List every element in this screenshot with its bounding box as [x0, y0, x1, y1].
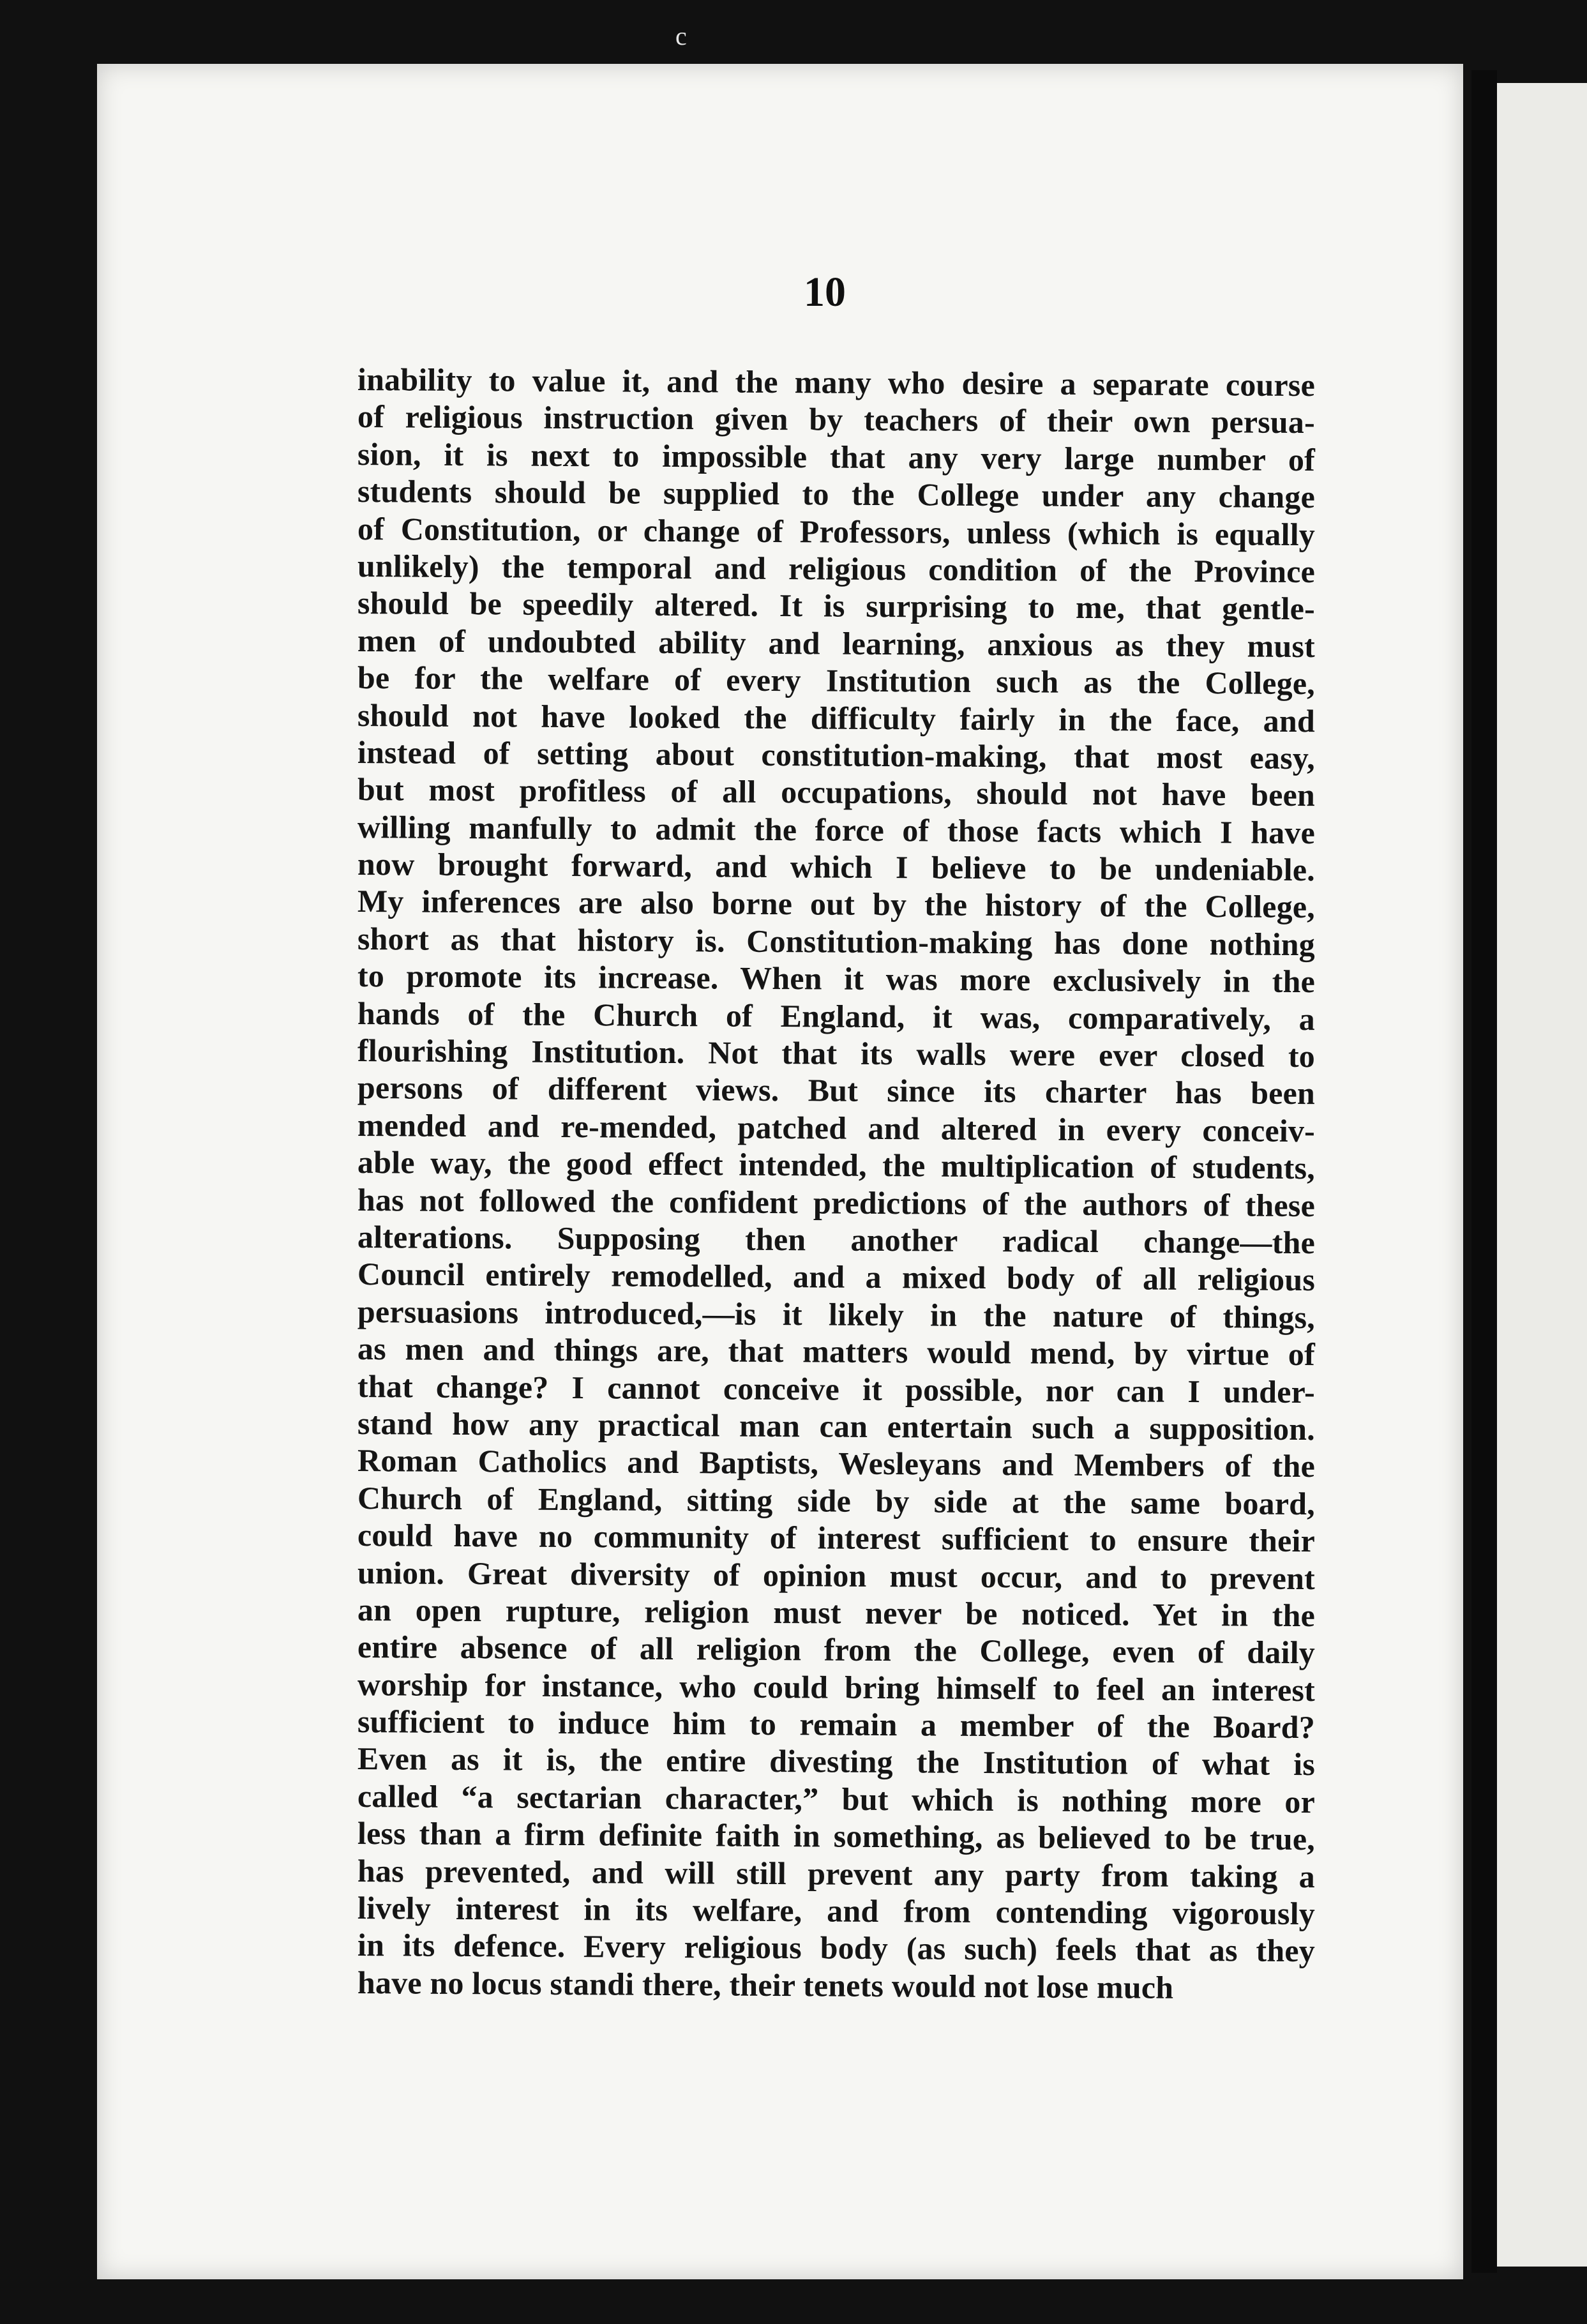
text-line: that change? I cannot conceive it possible, nor can I under- [357, 1368, 1316, 1410]
text-line: now brought forward, and which I believe to be undeniable. [357, 846, 1316, 888]
page-number: 10 [804, 269, 846, 315]
text-line: stand how any practical man can entertain such a supposition. [357, 1405, 1316, 1447]
text-line: men of undoubted ability and learning, anxious as they must [357, 622, 1316, 664]
gutter-shadow [1471, 70, 1497, 2273]
text-line: as men and things are, that matters would mend, by virtue of [357, 1331, 1316, 1373]
text-line: sufficient to induce him to remain a member of the Board? [357, 1703, 1316, 1746]
text-line: mended and re-mended, patched and altered in every conceiv- [357, 1106, 1316, 1149]
text-line: alterations. Supposing then another radical change—the [357, 1218, 1316, 1261]
text-line: should not have looked the difficulty fairly in the face, and [357, 697, 1316, 739]
text-line: lively interest in its welfare, and from contending vigorously [357, 1890, 1316, 1932]
text-line: unlikely) the temporal and religious condition of the Province [357, 547, 1316, 590]
top-scan-mark: c [675, 22, 687, 50]
text-line: an open rupture, religion must never be noticed. Yet in the [357, 1591, 1316, 1634]
text-line: could have no community of interest sufficient to ensure their [357, 1517, 1316, 1559]
text-line: be for the welfare of every Institution such as the College, [357, 660, 1316, 702]
text-line: Council entirely remodelled, and a mixed body of all religious [357, 1256, 1316, 1298]
text-line: of religious instruction given by teachers of their own persua- [357, 398, 1316, 441]
text-line: students should be supplied to the College under any change [357, 473, 1316, 515]
text-line: worship for instance, who could bring himself to feel an interest [357, 1666, 1316, 1708]
text-line: instead of setting about constitution-making, that most easy, [357, 734, 1316, 776]
text-line: should be speedily altered. It is surprising to me, that gentle- [357, 585, 1316, 627]
text-line: has not followed the confident predictions of the authors of these [357, 1181, 1316, 1223]
text-line: called “a sectarian character,” but which is nothing more or [357, 1777, 1316, 1820]
text-line: flourishing Institution. Not that its walls were ever closed to [357, 1032, 1316, 1075]
text-line: inability to value it, and the many who desire a separate course [357, 361, 1316, 404]
text-line: Church of England, sitting side by side at the same board, [357, 1479, 1316, 1521]
facing-page-edge [1497, 83, 1587, 2267]
text-line: willing manfully to admit the force of those facts which I have [357, 808, 1316, 850]
text-line: union. Great diversity of opinion must occur, and to prevent [357, 1554, 1316, 1596]
text-line: short as that history is. Constitution-making has done nothing [357, 920, 1316, 963]
text-line: to promote its increase. When it was more exclusively in the [357, 958, 1316, 1000]
text-line: Roman Catholics and Baptists, Wesleyans and Members of the [357, 1442, 1316, 1484]
text-line: have no locus standi there, their tenets would not lose much [357, 1964, 1174, 2005]
text-line: less than a firm definite faith in something, as believed to be true, [357, 1815, 1316, 1857]
text-line: able way, the good effect intended, the multiplication of students, [357, 1144, 1316, 1186]
text-line: My inferences are also borne out by the history of the College, [357, 883, 1316, 925]
text-line: but most profitless of all occupations, should not have been [357, 771, 1316, 813]
text-line: persuasions introduced,—is it likely in the nature of things, [357, 1293, 1316, 1335]
text-line: hands of the Church of England, it was, comparatively, a [357, 995, 1316, 1037]
body-text [357, 361, 1316, 2005]
text-line: in its defence. Every religious body (as such) feels that as they [357, 1927, 1316, 1969]
text-line: sion, it is next to impossible that any very large number of [357, 435, 1316, 478]
text-line: has prevented, and will still prevent any party from taking a [357, 1852, 1316, 1894]
text-line: persons of different views. But since its charter has been [357, 1069, 1316, 1112]
text-line: Even as it is, the entire divesting the Institution of what is [357, 1740, 1316, 1783]
text-line: entire absence of all religion from the College, even of daily [357, 1629, 1316, 1671]
text-line: of Constitution, or change of Professors, unless (which is equally [357, 510, 1316, 552]
